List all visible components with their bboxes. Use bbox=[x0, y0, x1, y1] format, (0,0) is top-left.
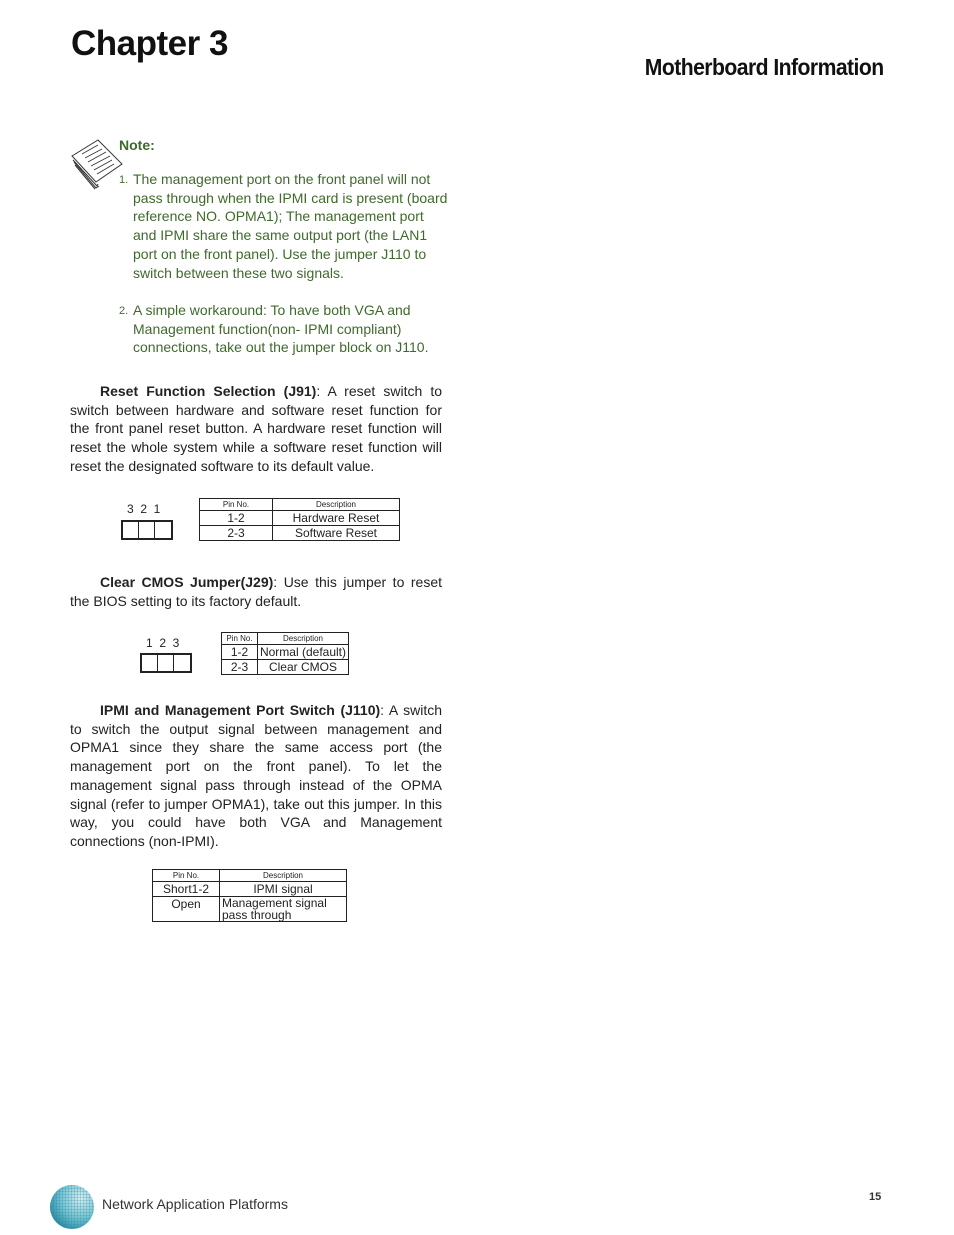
table-cell: Open bbox=[153, 897, 220, 922]
note-heading: Note: bbox=[119, 137, 155, 153]
table-header: Description bbox=[220, 870, 347, 882]
note-item-number: 2. bbox=[119, 305, 129, 317]
table-cell: Clear CMOS bbox=[257, 660, 348, 675]
j29-pin-table bbox=[221, 632, 349, 675]
reset-body: : A reset switch to switch between hardware and software reset function for the front panel reset button. A hardware reset function will reset the whole system while a software reset function will reset the designated software to its default value. bbox=[70, 383, 443, 474]
table-cell: Normal (default) bbox=[257, 645, 348, 660]
table-row bbox=[222, 660, 349, 675]
table-header: Description bbox=[257, 633, 348, 645]
jumper-pin bbox=[139, 522, 155, 538]
table-cell: Management signal pass through bbox=[220, 897, 347, 922]
j91-pin-table bbox=[199, 498, 400, 541]
table-cell: 1-2 bbox=[222, 645, 258, 660]
table-cell: 2-3 bbox=[200, 526, 273, 541]
jumper-pin bbox=[158, 655, 174, 671]
reset-lead: Reset Function Selection (J91) bbox=[100, 383, 317, 399]
table-row bbox=[200, 511, 400, 526]
j110-pin-table bbox=[152, 869, 347, 922]
cmos-paragraph bbox=[70, 573, 442, 610]
cmos-lead: Clear CMOS Jumper(J29) bbox=[100, 574, 274, 590]
ipmi-lead: IPMI and Management Port Switch (J110) bbox=[100, 702, 381, 718]
table-cell: 1-2 bbox=[200, 511, 273, 526]
table-row bbox=[200, 526, 400, 541]
table-header: Description bbox=[273, 499, 400, 511]
note-item-1 bbox=[119, 170, 449, 282]
page-number: 15 bbox=[869, 1191, 882, 1203]
table-row bbox=[153, 882, 347, 897]
jumper-pin bbox=[123, 522, 139, 538]
table-cell: 2-3 bbox=[222, 660, 258, 675]
ipmi-body: : A switch to switch the output signal between management and OPMA1 since they share the same access port (the management port on the front panel). To let the management signal pass through instead of the OPMA signal (refer to jumper OPMA1), take out this jumper. In this way, you could have both VGA and Management connections (non-IPMI). bbox=[70, 702, 442, 849]
note-item-text: A simple workaround: To have both VGA and Management function(non- IPMI compliant) connections, take out the jumper block on J110. bbox=[133, 302, 429, 356]
j29-pin-labels: 1 2 3 bbox=[146, 636, 180, 650]
table-cell: IPMI signal bbox=[220, 882, 347, 897]
jumper-pin bbox=[142, 655, 158, 671]
note-item-number: 1. bbox=[119, 174, 129, 186]
reset-paragraph bbox=[70, 382, 442, 476]
globe-logo-icon bbox=[49, 1184, 95, 1230]
table-cell: Hardware Reset bbox=[273, 511, 400, 526]
table-row bbox=[222, 645, 349, 660]
j91-pin-labels: 3 2 1 bbox=[127, 502, 161, 516]
ipmi-paragraph bbox=[70, 701, 442, 851]
note-item-2 bbox=[119, 301, 449, 357]
table-header: Pin No. bbox=[153, 870, 220, 882]
j91-jumper-diagram bbox=[121, 520, 173, 540]
table-row bbox=[153, 897, 347, 922]
chapter-title: Chapter 3 bbox=[71, 24, 228, 63]
note-paper-icon bbox=[68, 138, 124, 190]
jumper-pin bbox=[155, 522, 171, 538]
table-header: Pin No. bbox=[222, 633, 258, 645]
section-title: Motherboard Information bbox=[645, 54, 884, 80]
j29-jumper-diagram bbox=[140, 653, 192, 673]
table-cell: Software Reset bbox=[273, 526, 400, 541]
cmos-body: : Use this jumper to reset the BIOS setting to its factory default. bbox=[70, 574, 442, 609]
jumper-pin bbox=[174, 655, 190, 671]
note-item-text: The management port on the front panel will not pass through when the IPMI card is present (board reference NO. OPMA1); The management port and IPMI share the same output port (the LAN1 port on the front panel). Use the jumper J110 to switch between these two signals. bbox=[133, 171, 448, 281]
table-header: Pin No. bbox=[200, 499, 273, 511]
footer-text: Network Application Platforms bbox=[102, 1196, 288, 1212]
table-cell: Short1-2 bbox=[153, 882, 220, 897]
